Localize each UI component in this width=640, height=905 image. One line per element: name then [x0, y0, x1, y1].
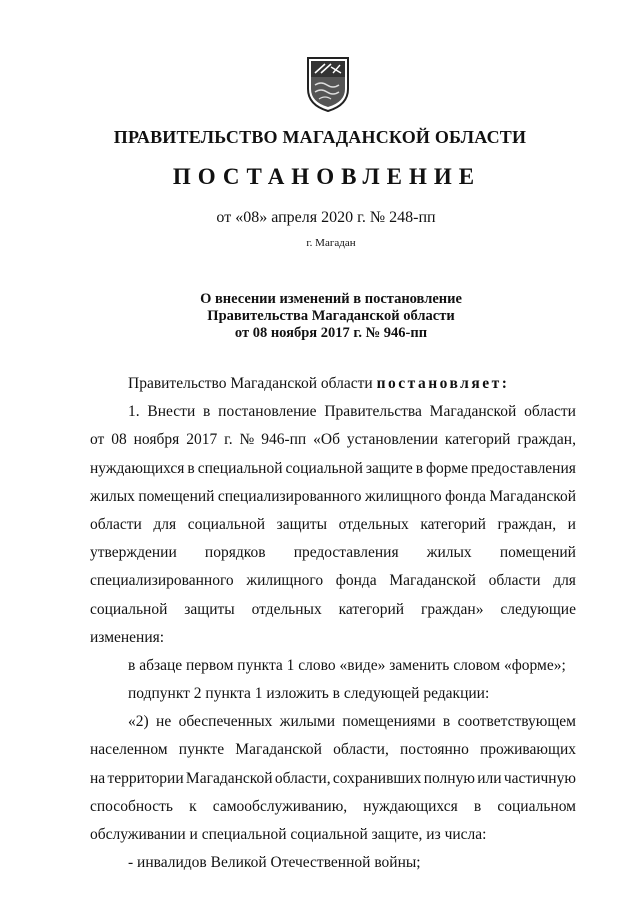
word: в: [442, 713, 451, 731]
word: территории: [107, 769, 184, 787]
word: категорий: [420, 515, 486, 533]
subject-line: от 08 ноября 2017 г. № 946-пп: [234, 325, 428, 341]
word: области,: [274, 769, 331, 787]
organization-title: ПРАВИТЕЛЬСТВО МАГАДАНСКОЙ ОБЛАСТИ: [113, 127, 527, 147]
word: защите: [365, 459, 413, 477]
document-subject: [0, 291, 640, 342]
word: помещений: [499, 544, 576, 562]
preamble-text: Правительство Магаданской области: [128, 375, 377, 392]
word: социальной: [285, 459, 363, 477]
subject-line: О внесении изменений в постановление: [200, 291, 462, 307]
word: жилищного: [364, 487, 442, 505]
preamble: [90, 370, 576, 398]
paragraph-2: в абзаце первом пункта 1 слово «виде» заменить словом «форме»;: [128, 656, 566, 674]
word: области: [488, 572, 541, 590]
word: Магаданской: [489, 487, 576, 505]
word: отдельных: [338, 515, 409, 533]
justified-line: [90, 539, 576, 567]
word: способность: [90, 797, 173, 815]
document-date-number: от «08» апреля 2020 г. № 248-пп: [216, 209, 436, 226]
word: специальной: [197, 459, 283, 477]
paragraph-1: [90, 398, 576, 624]
word: от: [90, 431, 105, 449]
justified-line: [90, 567, 576, 595]
word: установлении: [346, 431, 439, 449]
subject-line: Правительства Магаданской области: [207, 308, 455, 324]
justified-line: [90, 793, 576, 821]
word: Правительства: [324, 403, 422, 421]
word: в: [473, 797, 482, 815]
justified-line: [90, 765, 576, 793]
word: «2): [128, 713, 149, 731]
word: Магаданской: [235, 741, 322, 759]
word: помещениями: [342, 713, 436, 731]
word: следующие: [500, 600, 576, 618]
word: защиты: [184, 600, 235, 618]
word: нуждающихся: [90, 459, 185, 477]
word: Магаданской: [429, 403, 517, 421]
word: в: [203, 403, 211, 421]
justified-line: [90, 483, 576, 511]
justified-line: [90, 736, 576, 764]
word: фонда: [335, 572, 377, 590]
word: граждан,: [517, 431, 576, 449]
justified-line: [90, 398, 576, 426]
word: фонда: [445, 487, 486, 505]
word: населенном: [90, 741, 168, 759]
word: нуждающихся: [363, 797, 458, 815]
word: «Об: [313, 431, 340, 449]
word: порядков: [204, 544, 266, 562]
word: области,: [333, 741, 389, 759]
word: 946-пп: [261, 431, 307, 449]
word: не: [156, 713, 172, 731]
word: Магаданской: [389, 572, 476, 590]
paragraph-5: - инвалидов Великой Отечественной войны;: [128, 854, 421, 872]
word: области: [90, 515, 142, 533]
word: проживающих: [480, 741, 576, 759]
word: специализированного: [90, 572, 234, 590]
word: социальном: [497, 797, 576, 815]
word: ноября: [133, 431, 180, 449]
word: области: [524, 403, 576, 421]
paragraph-1-last-line: изменения:: [90, 628, 165, 646]
word: в: [187, 459, 195, 477]
paragraph-4-last-line: обслуживании и специальной социальной защите, из числа:: [90, 826, 487, 843]
justified-line: [90, 426, 576, 454]
word: Магаданской: [185, 769, 273, 787]
word: жилых: [90, 487, 135, 505]
word: к: [189, 797, 197, 815]
word: предоставления: [470, 459, 576, 477]
justified-line: [90, 455, 576, 483]
word: защиты: [276, 515, 328, 533]
word: 2017: [186, 431, 218, 449]
word: на: [90, 769, 106, 787]
word: отдельных: [251, 600, 322, 618]
word: и: [567, 515, 576, 533]
word: социальной: [187, 515, 266, 533]
word: категорий: [338, 600, 405, 618]
paragraph-3: подпункт 2 пункта 1 изложить в следующей редакции:: [128, 685, 490, 703]
word: граждан,: [497, 515, 557, 533]
word: соответствующем: [457, 713, 576, 731]
word: социальной: [90, 600, 168, 618]
word: частичную: [503, 769, 576, 787]
word: обеспеченных: [178, 713, 273, 731]
word: жилых: [426, 544, 472, 562]
word: для: [153, 515, 177, 533]
word: постановление: [218, 403, 317, 421]
word: пункте: [178, 741, 225, 759]
justified-line: [90, 511, 576, 539]
word: в: [415, 459, 424, 477]
word: 1.: [128, 403, 140, 421]
document-city: г. Магадан: [306, 237, 356, 249]
paragraph-4: [90, 708, 576, 821]
word: категорий: [444, 431, 511, 449]
word: специализированного: [217, 487, 362, 505]
coat-of-arms-emblem: [305, 55, 351, 113]
word: Внести: [147, 403, 196, 421]
justified-line: [90, 708, 576, 736]
word: форме: [426, 459, 469, 477]
document-type: ПОСТАНОВЛЕНИЕ: [172, 164, 482, 189]
word: №: [239, 431, 255, 449]
word: утверждении: [90, 544, 177, 562]
document-body: [90, 370, 576, 877]
word: сохранивших: [332, 769, 422, 787]
word: 08: [111, 431, 127, 449]
word: постоянно: [400, 741, 469, 759]
word: для: [553, 572, 576, 590]
word: самообслуживанию,: [212, 797, 348, 815]
word: или: [477, 769, 502, 787]
word: граждан»: [420, 600, 484, 618]
word: помещений: [138, 487, 215, 505]
word: жилыми: [279, 713, 336, 731]
word: г.: [224, 431, 233, 449]
justified-line: [90, 596, 576, 624]
preamble-action: постановляет:: [376, 375, 510, 392]
word: предоставления: [293, 544, 399, 562]
word: полную: [423, 769, 475, 787]
word: жилищного: [246, 572, 324, 590]
